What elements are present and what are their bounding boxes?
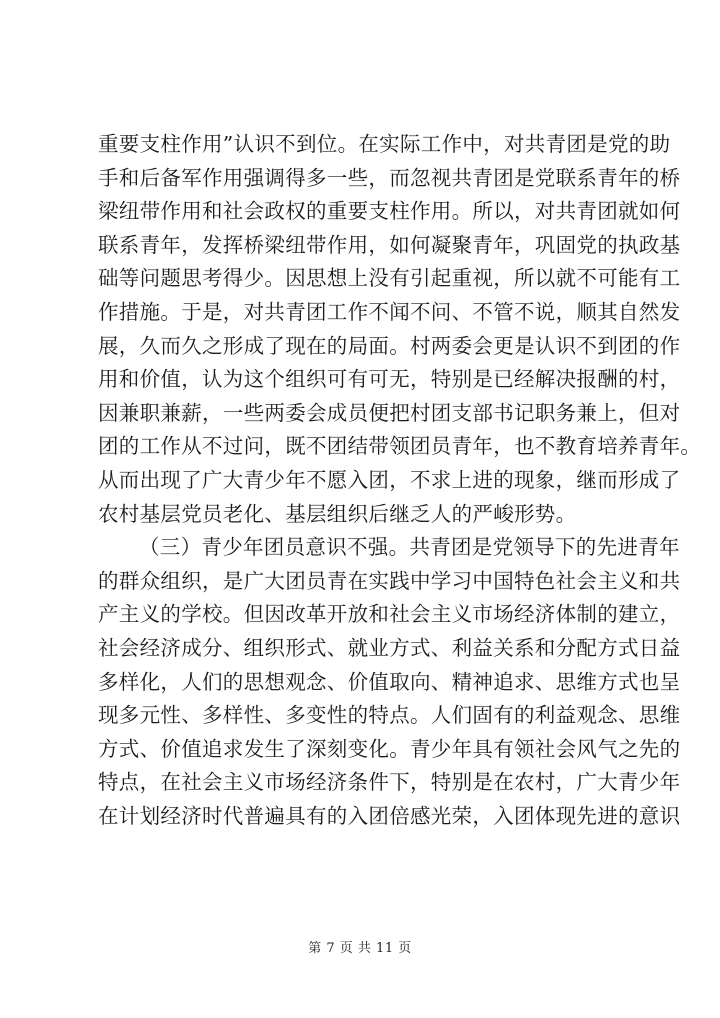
text-line: 作措施。于是，对共青团工作不闻不问、不管不说，顺其自然发	[98, 299, 681, 324]
text-line: 社会经济成分、组织形式、就业方式、利益关系和分配方式日益	[98, 635, 681, 660]
text-line: 手和后备军作用强调得多一些，而忽视共青团是党联系青年的桥	[98, 165, 681, 190]
text-line: 现多元性、多样性、多变性的特点。人们固有的利益观念、思维	[98, 703, 681, 728]
text-line: 因兼职兼薪，一些两委会成员便把村团支部书记职务兼上，但对	[98, 400, 681, 425]
text-line: 特点，在社会主义市场经济条件下，特别是在农村，广大青少年	[98, 770, 681, 795]
text-line: 在计划经济时代普遍具有的入团倍感光荣，入团体现先进的意识	[98, 803, 681, 828]
text-line: 方式、价值追求发生了深刻变化。青少年具有领社会风气之先的	[98, 736, 681, 761]
text-line: 联系青年，发挥桥梁纽带作用，如何凝聚青年，巩固党的执政基	[98, 232, 681, 257]
document-body	[98, 128, 702, 833]
text-line: 础等问题思考得少。因思想上没有引起重视，所以就不可能有工	[98, 266, 681, 291]
text-line: 重要支柱作用”认识不到位。在实际工作中，对共青团是党的助	[98, 132, 671, 156]
text-line: 的群众组织，是广大团员青在实践中学习中国特色社会主义和共	[98, 568, 681, 593]
page-number-footer: 第 7 页 共 11 页	[308, 941, 412, 956]
text-line: 梁纽带作用和社会政权的重要支柱作用。所以，对共青团就如何	[98, 199, 681, 224]
text-line: 用和价值，认为这个组织可有可无，特别是已经解决报酬的村，	[98, 367, 681, 392]
text-line: 农村基层党员老化、基层组织后继乏人的严峻形势。	[98, 501, 577, 526]
text-line: 团的工作从不过问，既不团结带领团员青年，也不教育培养青年。	[98, 434, 702, 459]
text-line: 产主义的学校。但因改革开放和社会主义市场经济体制的建立，	[98, 602, 681, 627]
text-line: 多样化，人们的思想观念、价值取向、精神追求、思维方式也呈	[98, 669, 681, 694]
text-line: 展，久而久之形成了现在的局面。村两委会更是认识不到团的作	[98, 333, 681, 358]
section-heading-line: （三）青少年团员意识不强。共青团是党领导下的先进青年	[139, 535, 680, 560]
text-line: 从而出现了广大青少年不愿入团，不求上进的现象，继而形成了	[98, 467, 681, 492]
